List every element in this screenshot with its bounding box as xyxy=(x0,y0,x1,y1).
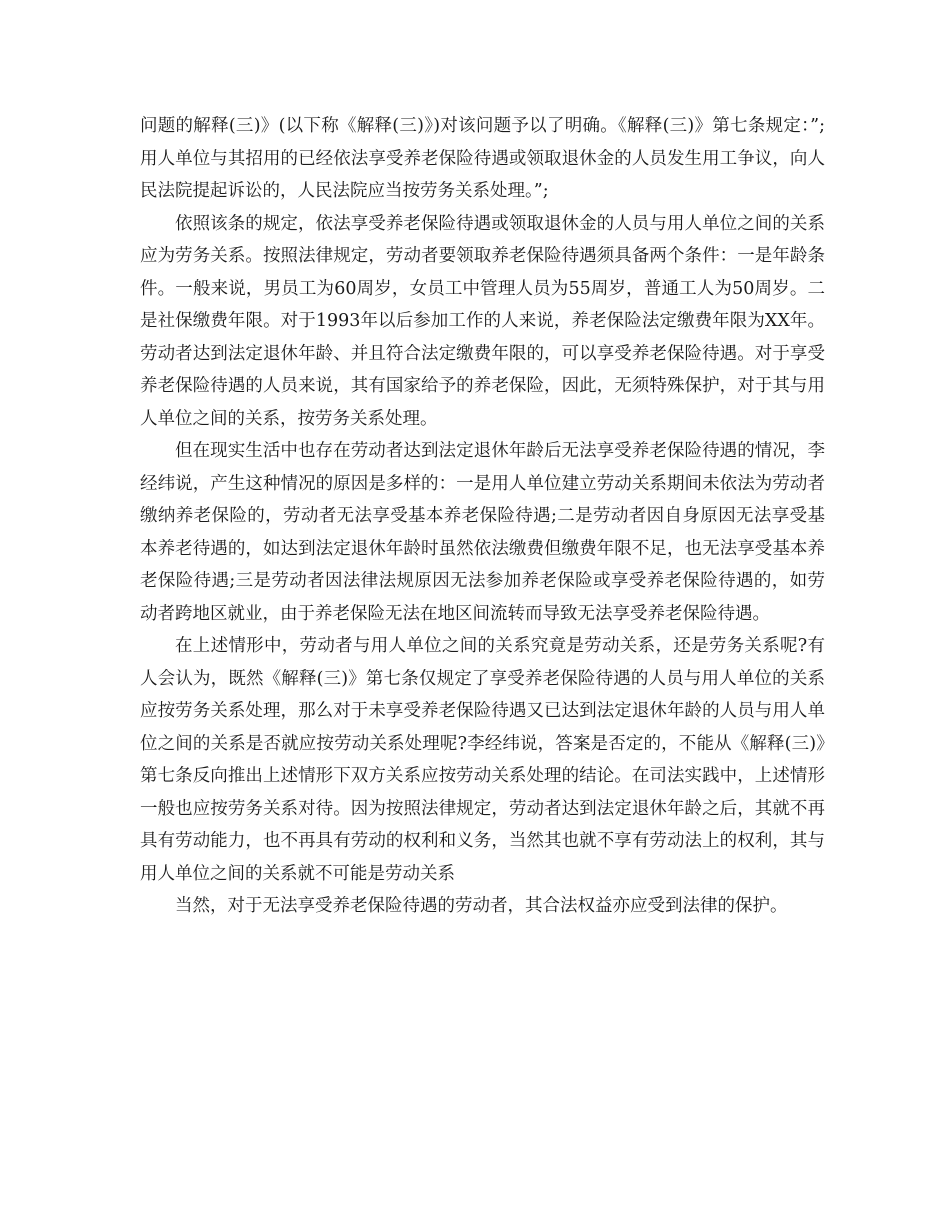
paragraph-5: 当然，对于无法享受养老保险待遇的劳动者，其合法权益亦应受到法律的保护。 xyxy=(175,896,788,916)
paragraph-2: 依照该条的规定，依法享受养老保险待遇或领取退休金的人员与用人单位之间的关系应为劳务关系。按照法律规定，劳动者要领取养老保险待遇须具备两个条件：一是年龄条件。一般来说，男员工为60周岁，女员工中管理人员为55周岁，普通工人为50周岁。二是社保缴费年限。对于1993年以后参加工作的人来说，养老保险法定缴费年限为XX年。劳动者达到法定退休年龄、并且符合法定缴费年限的，可以享受养老保险待遇。对于享受养老保险待遇的人员来说，其有国家给予的养老保险，因此，无须特殊保护，对于其与用人单位之间的关系，按劳务关系处理。 xyxy=(140,213,825,429)
paragraph-4: 在上述情形中，劳动者与用人单位之间的关系究竟是劳动关系，还是劳务关系呢?有人会认为，既然《解释(三)》第七条仅规定了享受养老保险待遇的人员与用人单位的关系应按劳务关系处理，那么对于未享受养老保险待遇又已达到法定退休年龄的人员与用人单位之间的关系是否就应按劳动关系处理呢?李经纬说，答案是否定的，不能从《解释(三)》第七条反向推出上述情形下双方关系应按劳动关系处理的结论。在司法实践中，上述情形一般也应按劳务关系对待。因为按照法律规定，劳动者达到法定退休年龄之后，其就不再具有劳动能力，也不再具有劳动的权利和义务，当然其也就不享有劳动法上的权利，其与用人单位之间的关系就不可能是劳动关系 xyxy=(140,636,825,884)
paragraph-3: 但在现实生活中也存在劳动者达到法定退休年龄后无法享受养老保险待遇的情况，李经纬说，产生这种情况的原因是多样的：一是用人单位建立劳动关系期间未依法为劳动者缴纳养老保险的，劳动者无法享受基本养老保险待遇;二是劳动者因自身原因无法享受基本养老待遇的，如达到法定退休年龄时虽然依法缴费但缴费年限不足，也无法享受基本养老保险待遇;三是劳动者因法律法规原因无法参加养老保险或享受养老保险待遇的，如劳动者跨地区就业，由于养老保险无法在地区间流转而导致无法享受养老保险待遇。 xyxy=(140,441,825,624)
document-body xyxy=(140,110,825,923)
paragraph-1: 问题的解释(三)》(以下称《解释(三)》)对该问题予以了明确。《解释(三)》第七条规定：”;用人单位与其招用的已经依法享受养老保险待遇或领取退休金的人员发生用工争议，向人民法院提起诉讼的，人民法院应当按劳务关系处理。”; xyxy=(140,116,825,201)
